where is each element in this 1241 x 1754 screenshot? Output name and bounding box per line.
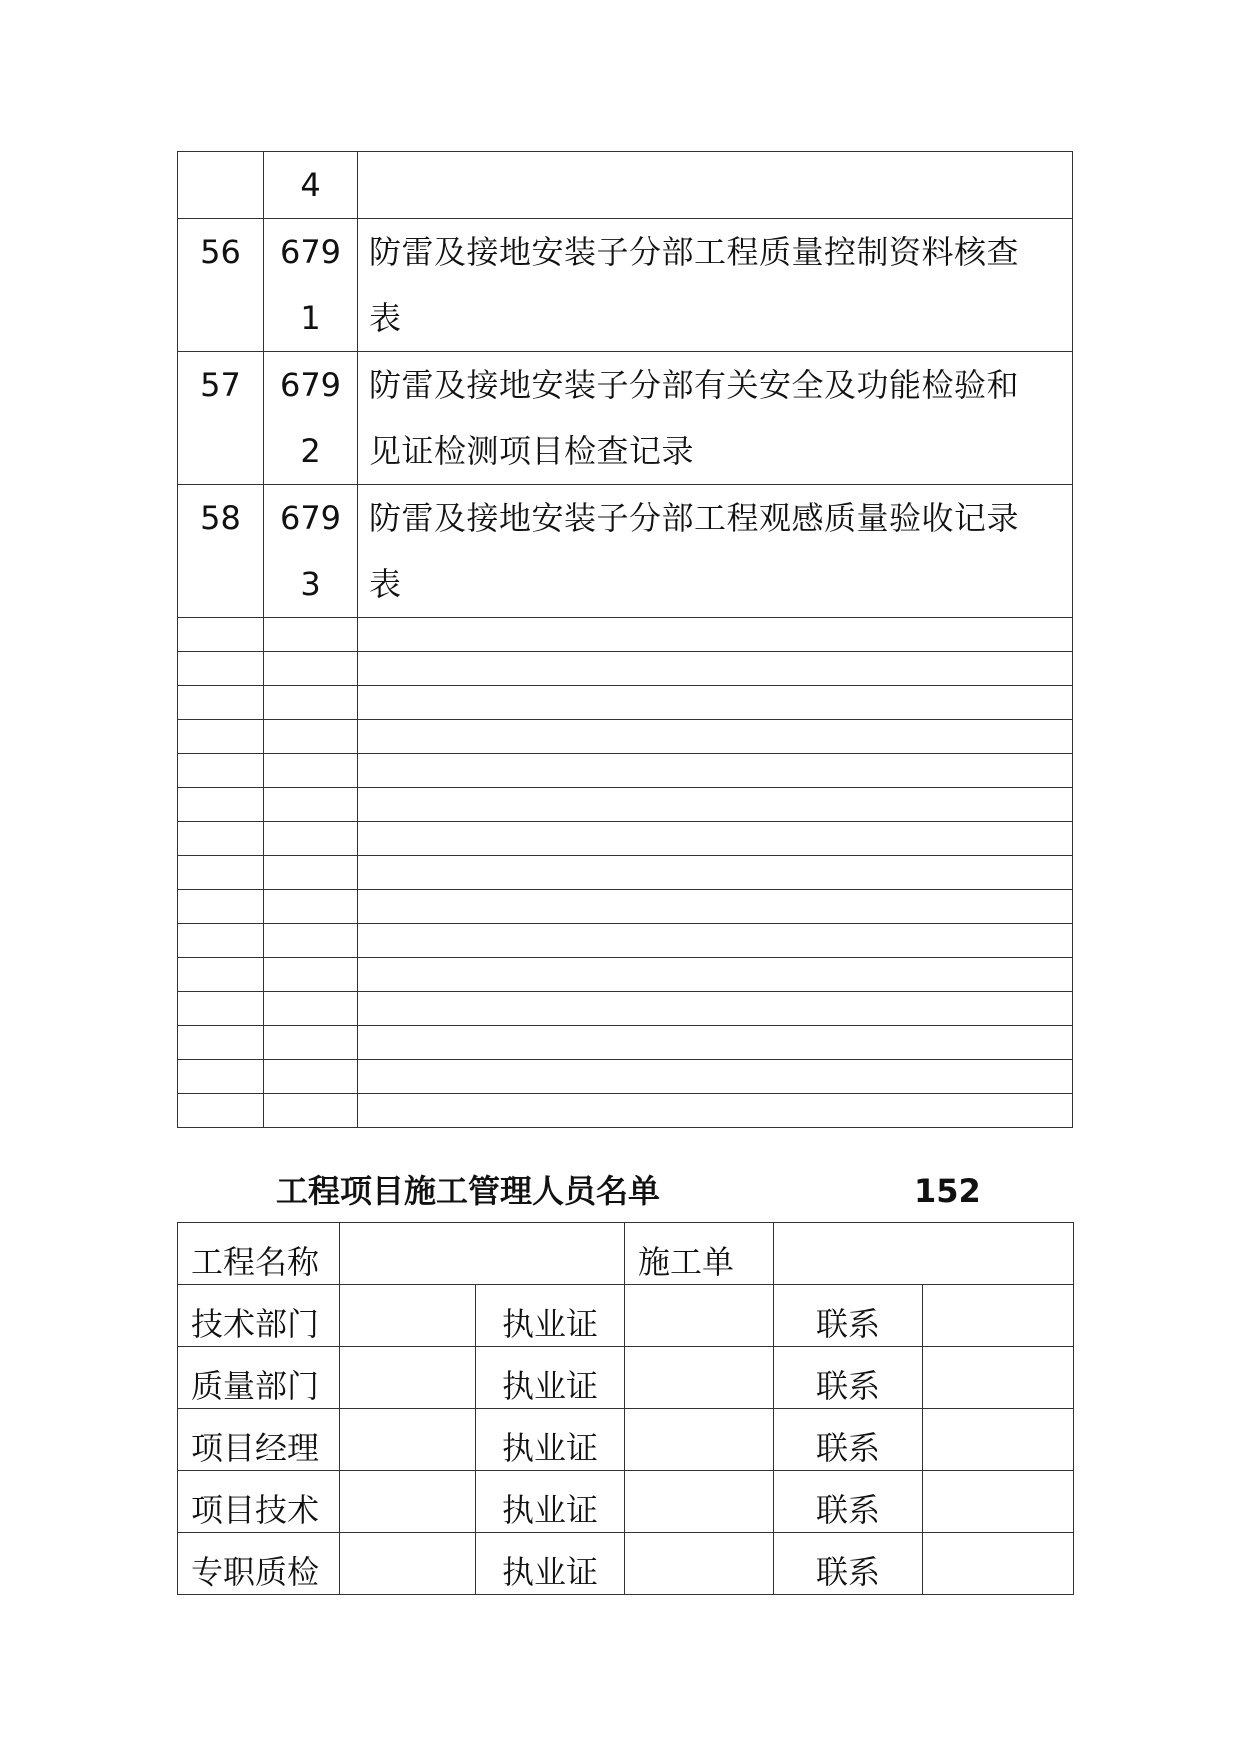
empty-cell <box>358 652 1073 686</box>
form-title-cell <box>358 352 1073 485</box>
empty-cell <box>178 958 264 992</box>
staff-list-title: 工程项目施工管理人员名单 <box>276 1172 661 1210</box>
form-code-line: 3 <box>300 565 321 603</box>
empty-cell <box>178 856 264 890</box>
staff-table <box>177 1222 1074 1595</box>
empty-row <box>178 958 1073 992</box>
empty-cell <box>178 992 264 1026</box>
certificate-cell <box>625 1347 774 1409</box>
staff-row <box>178 1533 1074 1595</box>
empty-row <box>178 822 1073 856</box>
empty-cell <box>358 618 1073 652</box>
empty-cell <box>264 1026 358 1060</box>
row-number-cell <box>178 485 264 618</box>
staff-row <box>178 1471 1074 1533</box>
empty-row <box>178 992 1073 1026</box>
form-code-line: 4 <box>300 166 321 204</box>
name-cell <box>340 1347 476 1409</box>
empty-cell <box>264 992 358 1026</box>
form-title-cell <box>358 219 1073 352</box>
empty-cell <box>358 992 1073 1026</box>
list-row <box>178 485 1073 618</box>
contact-label: 联系 <box>774 1285 923 1347</box>
empty-cell <box>178 618 264 652</box>
empty-row <box>178 754 1073 788</box>
empty-cell <box>264 1060 358 1094</box>
form-code-cell <box>264 219 358 352</box>
empty-row <box>178 856 1073 890</box>
empty-row <box>178 618 1073 652</box>
project-name-cell <box>340 1223 625 1285</box>
empty-cell <box>178 720 264 754</box>
empty-cell <box>178 1026 264 1060</box>
name-cell <box>340 1533 476 1595</box>
form-title-line: 表 <box>369 565 402 603</box>
staff-row <box>178 1347 1074 1409</box>
list-row <box>178 219 1073 352</box>
empty-cell <box>358 1026 1073 1060</box>
empty-cell <box>264 822 358 856</box>
staff-header-row <box>178 1223 1074 1285</box>
empty-row <box>178 1060 1073 1094</box>
empty-cell <box>178 1094 264 1128</box>
name-cell <box>340 1409 476 1471</box>
row-number-cell <box>178 152 264 219</box>
empty-cell <box>358 924 1073 958</box>
empty-cell <box>178 788 264 822</box>
empty-cell <box>358 720 1073 754</box>
empty-cell <box>358 754 1073 788</box>
row-number: 56 <box>200 233 241 271</box>
empty-cell <box>264 686 358 720</box>
form-title-cell <box>358 485 1073 618</box>
certificate-label: 执业证 <box>476 1285 625 1347</box>
contact-label: 联系 <box>774 1347 923 1409</box>
empty-cell <box>358 788 1073 822</box>
empty-cell <box>264 720 358 754</box>
certificate-cell <box>625 1471 774 1533</box>
empty-row <box>178 686 1073 720</box>
empty-cell <box>264 754 358 788</box>
certificate-cell <box>625 1409 774 1471</box>
name-cell <box>340 1471 476 1533</box>
staff-row <box>178 1409 1074 1471</box>
list-row <box>178 152 1073 219</box>
page-number: 152 <box>914 1172 981 1210</box>
row-number-cell <box>178 219 264 352</box>
project-name-label: 工程名称 <box>178 1223 340 1285</box>
empty-cell <box>358 1060 1073 1094</box>
empty-row <box>178 788 1073 822</box>
department-label: 技术部门 <box>178 1285 340 1347</box>
contact-cell <box>923 1533 1074 1595</box>
form-code-cell <box>264 352 358 485</box>
contact-cell <box>923 1285 1074 1347</box>
empty-cell <box>358 890 1073 924</box>
form-code-line: 679 <box>279 233 342 271</box>
empty-cell <box>178 822 264 856</box>
empty-cell <box>358 686 1073 720</box>
empty-cell <box>358 822 1073 856</box>
empty-row <box>178 1026 1073 1060</box>
empty-cell <box>264 618 358 652</box>
empty-cell <box>264 958 358 992</box>
certificate-label: 执业证 <box>476 1471 625 1533</box>
form-code-line: 1 <box>300 299 321 337</box>
empty-cell <box>264 1094 358 1128</box>
empty-cell <box>178 1060 264 1094</box>
form-code-cell <box>264 485 358 618</box>
empty-row <box>178 720 1073 754</box>
empty-cell <box>178 652 264 686</box>
contact-label: 联系 <box>774 1471 923 1533</box>
empty-cell <box>178 754 264 788</box>
form-title-line: 防雷及接地安装子分部有关安全及功能检验和 <box>369 366 1020 404</box>
form-title-line: 表 <box>369 299 402 337</box>
empty-cell <box>264 788 358 822</box>
row-number-cell <box>178 352 264 485</box>
empty-cell <box>358 1094 1073 1128</box>
form-code-line: 679 <box>279 366 342 404</box>
name-cell <box>340 1285 476 1347</box>
certificate-label: 执业证 <box>476 1533 625 1595</box>
department-label: 质量部门 <box>178 1347 340 1409</box>
contact-cell <box>923 1409 1074 1471</box>
empty-row <box>178 890 1073 924</box>
certificate-label: 执业证 <box>476 1409 625 1471</box>
list-row <box>178 352 1073 485</box>
inspection-list-table <box>177 151 1073 1128</box>
empty-cell <box>358 958 1073 992</box>
certificate-cell <box>625 1533 774 1595</box>
row-number: 57 <box>200 366 241 404</box>
department-label: 专职质检 <box>178 1533 340 1595</box>
form-code-line: 679 <box>279 499 342 537</box>
form-title-cell <box>358 152 1073 219</box>
form-title-line: 见证检测项目检查记录 <box>369 432 695 470</box>
empty-cell <box>178 686 264 720</box>
construction-unit-label: 施工单 <box>625 1223 774 1285</box>
form-title-line: 防雷及接地安装子分部工程观感质量验收记录 <box>369 499 1020 537</box>
empty-row <box>178 924 1073 958</box>
contact-label: 联系 <box>774 1409 923 1471</box>
certificate-cell <box>625 1285 774 1347</box>
department-label: 项目技术 <box>178 1471 340 1533</box>
empty-row <box>178 652 1073 686</box>
empty-cell <box>358 856 1073 890</box>
staff-row <box>178 1285 1074 1347</box>
empty-cell <box>264 924 358 958</box>
contact-cell <box>923 1471 1074 1533</box>
form-title-line: 防雷及接地安装子分部工程质量控制资料核查 <box>369 233 1020 271</box>
empty-cell <box>264 890 358 924</box>
department-label: 项目经理 <box>178 1409 340 1471</box>
empty-row <box>178 1094 1073 1128</box>
row-number: 58 <box>200 499 241 537</box>
contact-cell <box>923 1347 1074 1409</box>
empty-cell <box>264 652 358 686</box>
form-code-cell <box>264 152 358 219</box>
empty-cell <box>178 924 264 958</box>
empty-cell <box>178 890 264 924</box>
construction-unit-cell <box>774 1223 1074 1285</box>
certificate-label: 执业证 <box>476 1347 625 1409</box>
empty-cell <box>264 856 358 890</box>
contact-label: 联系 <box>774 1533 923 1595</box>
form-code-line: 2 <box>300 432 321 470</box>
